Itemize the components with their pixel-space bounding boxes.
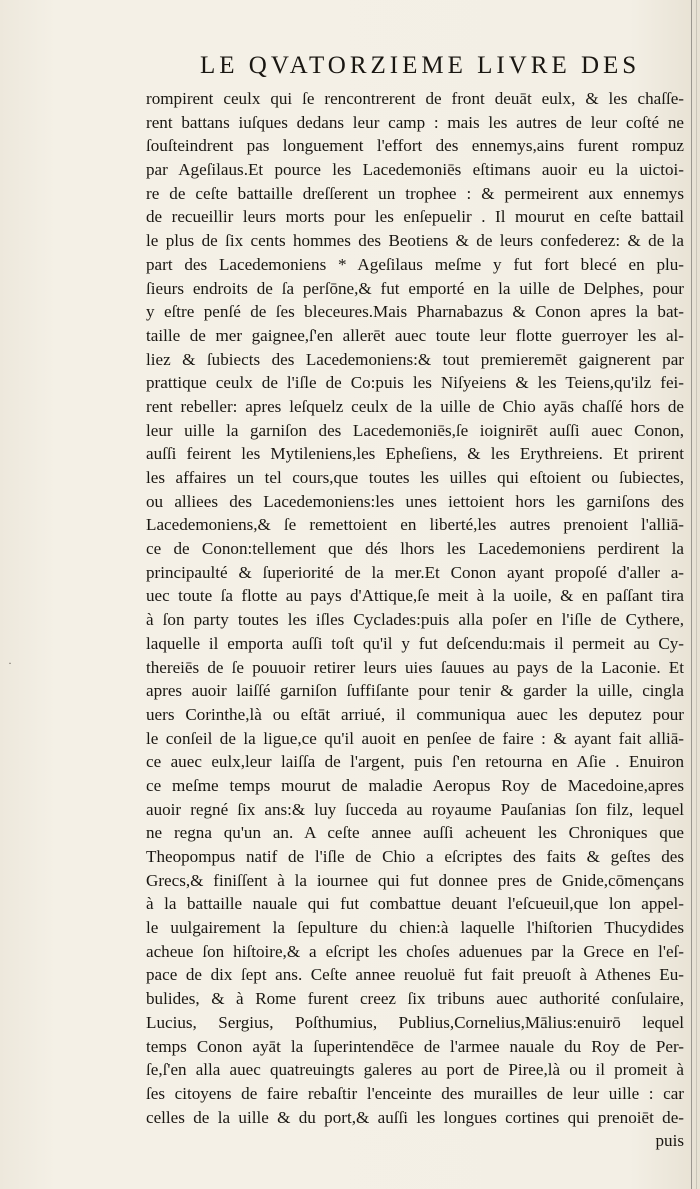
text-line: Grecs,& finiſſent à la iournee qui fut donnee pres de Gnide,cōmençans (146, 870, 684, 890)
text-line: ne regna qu'un an. A ceſte annee auſſi acheuent les Chroniques que (146, 823, 684, 843)
text-line: le plus de ſix cents hommes des Beotiens & de leurs confederez: & de la (146, 231, 684, 251)
text-line: part des Lacedemoniens * Ageſilaus meſme y fut fort blecé en plu- (146, 254, 684, 274)
page-edge-line-outer (696, 0, 697, 1189)
text-line: le conſeil de la ligue,ce qu'il auoit en penſee de faire : & ayant fait alliā- (146, 728, 684, 748)
text-line: ſieurs endroits de ſa perſōne,& fut emporté en la uille de Delphes, pour (146, 278, 684, 298)
text-line: Theopompus natif de l'iſle de Chio a eſcriptes des faits & geſtes des (146, 847, 684, 866)
text-line: apres auoir laiſſé garniſon ſuffiſante pour tenir & garder la uille, cingla (146, 681, 684, 701)
text-line: ſe,ſ'en alla auec quatreuingts galeres au port de Piree,là ou il promeit à (146, 1060, 684, 1080)
text-line: auſſi feirent les Mytileniens,les Epheſiens, & les Erythreiens. Et prirent (146, 444, 684, 464)
text-line: les affaires un tel cours,que toutes les uilles qui eſtoient ou ſubiectes, (146, 468, 684, 487)
text-line: thereiēs de ſe pouuoir retirer leurs uies ſauues au pays de la Laconie. Et (146, 657, 684, 677)
text-line: ce auec eulx,leur laiſſa de l'argent, puis ſ'en retourna en Aſie . Enuiron (146, 752, 684, 772)
text-line: de recueillir leurs morts pour les enſepuelir . Il mourut en ceſte battail (146, 207, 684, 227)
body-text (146, 87, 684, 1153)
text-line: ce meſme temps mourut de maladie Aeropus Roy de Macedoine,apres (146, 775, 684, 795)
text-line: ou alliees des Lacedemoniens:les unes iettoient hors les garniſons des (146, 491, 684, 511)
text-line: pace de dix ſept ans. Ceſte annee reuoluë fut fait preuoſt à Athenes Eu- (146, 965, 684, 985)
text-line: uec toute ſa flotte au pays d'Attique,ſe meit à la uoile, & en paſſant tira (146, 586, 684, 606)
text-line: par Ageſilaus.Et pource les Lacedemoniēs eſtimans auoir eu la uictoi- (146, 160, 684, 180)
text-line: rent battans iuſques dedans leur camp : mais les autres de leur coſté ne (146, 112, 684, 132)
text-line: y eſtre penſé de ſes bleceures.Mais Pharnabazus & Conon apres la bat- (146, 302, 684, 322)
text-line: ſes citoyens de faire rebaſtir l'enceinte des murailles de leur uille : car (146, 1083, 684, 1103)
text-line: Lacedemoniens,& ſe remettoient en liberté,les autres prenoient l'alliā- (146, 515, 684, 535)
text-line: principaulté & ſuperiorité de la mer.Et Conon ayant propoſé d'aller a- (146, 562, 684, 582)
text-line: celles de la uille & du port,& auſſi les longues cortines qui prenoiēt de- (146, 1107, 684, 1127)
text-line: bulides, & à Rome furent creez ſix tribuns auec authorité conſulaire, (146, 989, 684, 1009)
text-line: rent rebeller: apres leſquelz ceulx de la uille de Chio ayās chaſſé hors de (146, 396, 684, 416)
text-line: puis (655, 1131, 684, 1151)
text-line: prattique ceulx de l'iſle de Co:puis les Niſyeiens & les Teiens,qu'ilz fei- (146, 373, 684, 393)
page-edge-line (691, 0, 692, 1189)
text-line: ce de Conon:tellement que dés lhors les Lacedemoniens perdirent la (146, 539, 684, 559)
text-line: à la battaille nauale qui fut combattue deuant l'eſcueuil,que lon appel- (146, 894, 684, 914)
text-line: à ſon party toutes les iſles Cyclades:puis alla poſer en l'iſle de Cythere, (146, 610, 684, 630)
text-line: temps Conon ayāt la ſuperintendēce de l'armee nauale du Roy de Per- (146, 1036, 684, 1056)
margin-mark: · (8, 656, 12, 670)
running-head: LE QVATORZIEME LIVRE DES (200, 52, 641, 79)
text-line: le uulgairement la ſepulture du chien:à laquelle l'hiſtorien Thucydides (146, 918, 684, 938)
text-line: ſouſteindrent pas longuement l'effort des ennemys,ains furent rompuz (146, 136, 684, 156)
text-line: liez & ſubiects des Lacedemoniens:& tout premieremēt gaignerent par (146, 349, 684, 369)
text-line: laquelle il emporta auſſi toſt qu'il y fut deſcendu:mais il permeit au Cy- (146, 633, 684, 653)
text-line: acheue ſon hiſtoire,& a eſcript les choſes aduenues par la Grece en l'eſ- (146, 941, 684, 961)
text-line: auoir regné ſix ans:& luy ſucceda au royaume Pauſanias ſon filz, lequel (146, 799, 684, 819)
text-line: re de ceſte battaille dreſſerent un trophee : & permeirent aux ennemys (146, 183, 684, 203)
text-line: taille de mer gaignee,ſ'en allerēt auec toute leur flotte guerroyer les al- (146, 325, 684, 345)
text-line: leur uille la garniſon des Lacedemoniēs,ſe ioignirēt auſſi auec Conon, (146, 420, 684, 440)
text-line: rompirent ceulx qui ſe rencontrerent de front deuāt eulx, & les chaſſe- (146, 89, 684, 108)
text-line: Lucius, Sergius, Poſthumius, Publius,Cornelius,Mālius:enuirō lequel (146, 1012, 684, 1032)
text-line: uers Corinthe,là ou eſtāt arriué, il communiqua auec les deputez pour (146, 704, 684, 724)
